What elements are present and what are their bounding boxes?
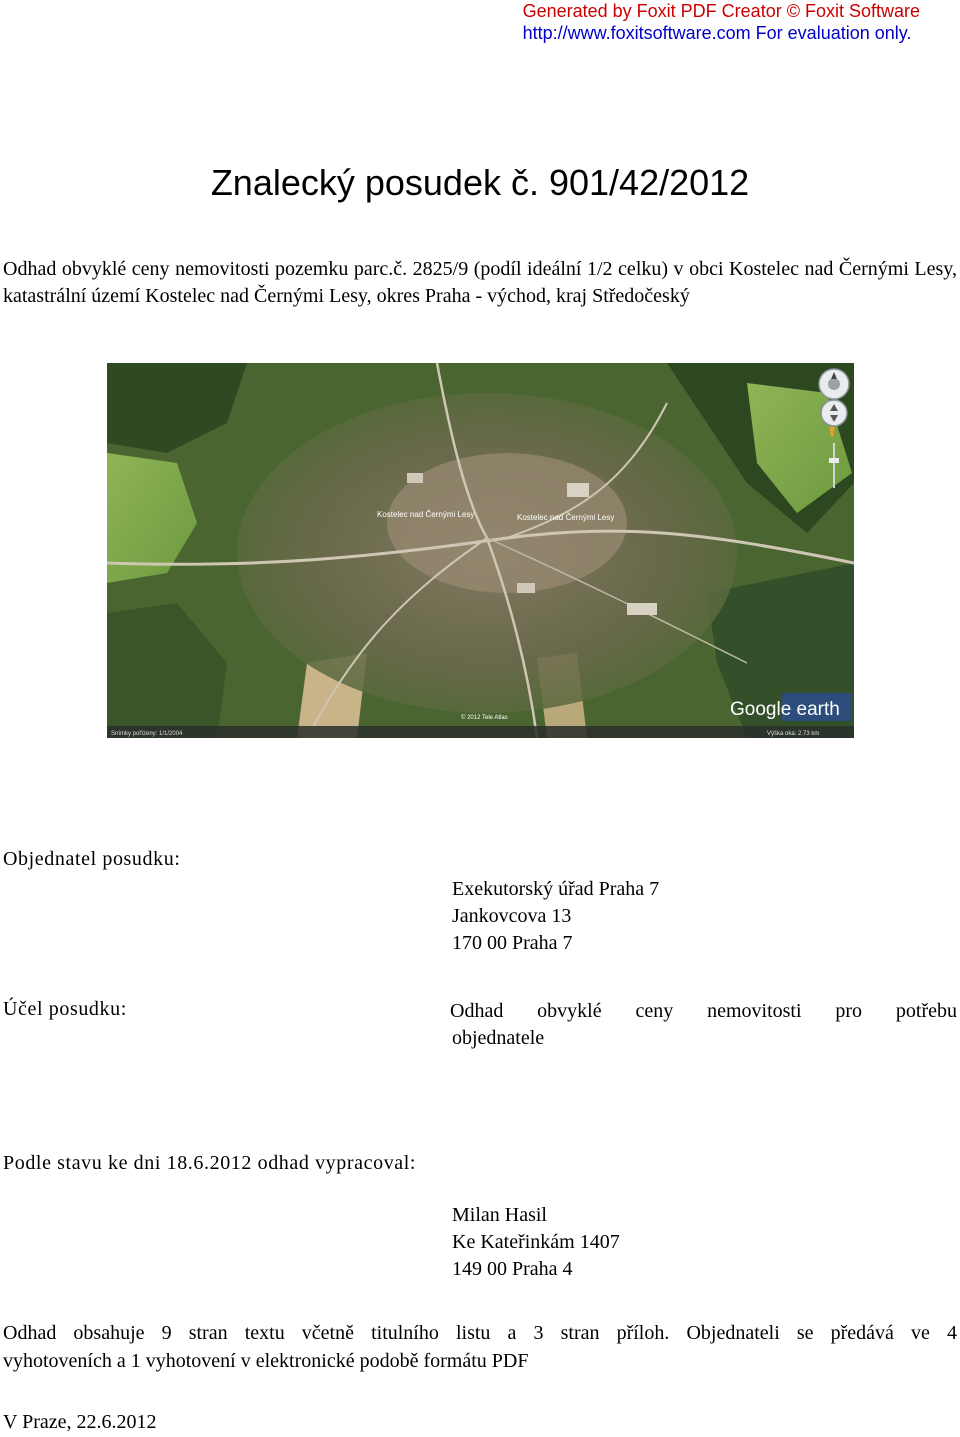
client-label: Objednatel posudku:: [3, 848, 181, 870]
map-date-label: Snímky pořízeny: 1/1/2004: [111, 731, 183, 737]
google-earth-brand: Google earth: [730, 699, 840, 720]
prepared-line-2: Ke Kateřinkám 1407: [452, 1231, 620, 1253]
summary-paragraph: [3, 1319, 957, 1375]
place-date: V Praze, 22.6.2012: [3, 1411, 157, 1433]
look-control-icon[interactable]: [821, 400, 847, 426]
intro-paragraph: Odhad obvyklé ceny nemovitosti pozemku parc.č. 2825/9 (podíl ideální 1/2 celku) v obci Kostelec nad Černými Lesy, katastrální území Kostelec nad Černými Lesy, okres Praha - východ, kraj Středočeský: [3, 258, 957, 307]
aerial-map-image: [107, 363, 854, 738]
watermark-line-2: http://www.foxitsoftware.com For evaluation only.: [522, 23, 912, 43]
aerial-map-svg: [107, 363, 854, 738]
purpose-line-1: Odhad obvyklé ceny nemovitosti pro potřebu: [450, 1000, 957, 1022]
summary-line-1: Odhad obsahuje 9 stran textu včetně titulního listu a 3 stran příloh. Objednateli se předává ve 4: [3, 1322, 957, 1344]
document-title: Znalecký posudek č. 901/42/2012: [210, 162, 750, 203]
map-place-label-1: Kostelec nad Černými Lesy: [377, 510, 475, 519]
map-copyright: © 2012 Tele Atlas: [461, 715, 508, 721]
prepared-line-3: 149 00 Praha 4: [452, 1258, 573, 1280]
prepared-line-1: Milan Hasil: [452, 1204, 547, 1226]
compass-navigation-icon[interactable]: [819, 369, 849, 399]
client-line-2: Jankovcova 13: [452, 905, 572, 927]
map-place-label-2: Kostelec nad Černými Lesy: [517, 513, 615, 522]
map-altitude-label: Výška oka: 2.73 km: [767, 731, 820, 737]
client-line-1: Exekutorský úřad Praha 7: [452, 878, 660, 900]
prepared-label: Podle stavu ke dni 18.6.2012 odhad vypracoval:: [3, 1152, 417, 1174]
client-line-3: 170 00 Praha 7: [452, 932, 573, 954]
watermark-line-1: Generated by Foxit PDF Creator © Foxit Software: [522, 1, 920, 21]
foxit-watermark: [523, 0, 920, 44]
purpose-label: Účel posudku:: [3, 998, 127, 1020]
purpose-line-2: objednatele: [452, 1027, 545, 1049]
summary-line-2: vyhotoveních a 1 vyhotovení v elektronické podobě formátu PDF: [3, 1350, 529, 1372]
